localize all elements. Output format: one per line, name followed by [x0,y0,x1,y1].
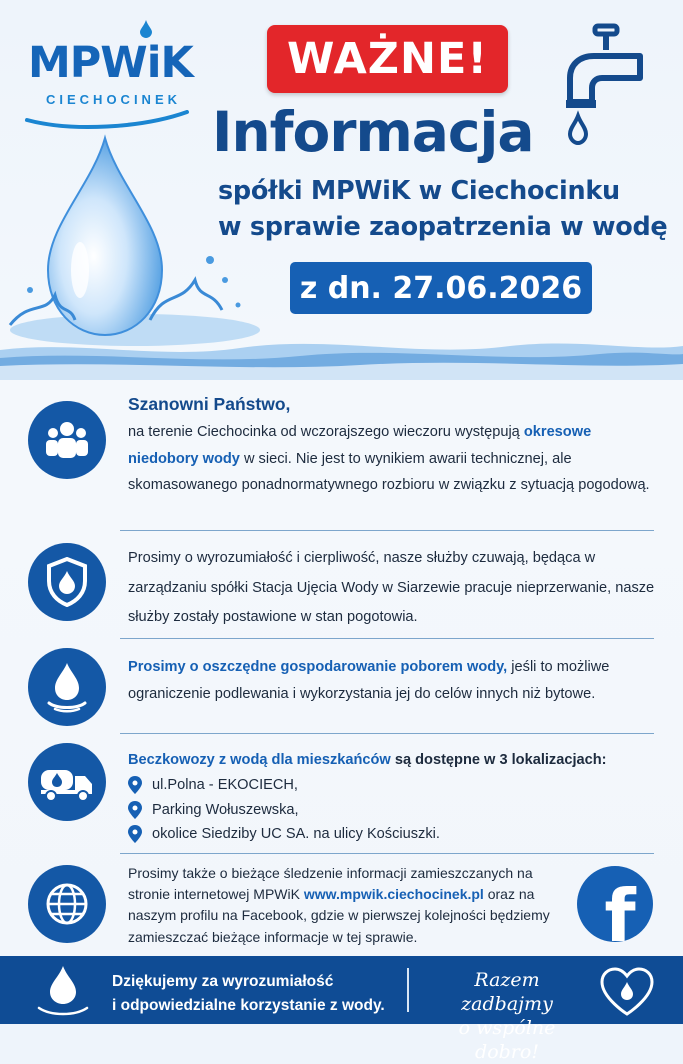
greeting-section [128,389,658,499]
divider [120,853,654,854]
highlight-shortages: okresowe niedobory wody [128,424,592,467]
section-4-text [128,747,658,847]
highlight-save-water: Prosimy o oszczędne gospodarowanie poborem wody, [128,659,508,675]
map-pin-icon [128,801,142,819]
section-3-text [128,654,658,707]
date-badge: z dn. 27.06.2026 [290,262,592,314]
footer-slogan-line-2: o wspólne dobro! [458,1017,556,1063]
location-text: okolice Siedziby UC SA. na ulicy Kościuszki. [152,826,440,842]
divider [120,638,654,639]
logo-drop-icon [140,20,152,38]
location-list [128,773,658,847]
section-1-text [128,419,658,499]
people-icon [28,401,106,479]
water-drop-icon [28,648,106,726]
footer [0,956,683,1063]
map-pin-icon [128,825,142,843]
footer-thanks-line-1: Dziękujemy za wyrozumiałość [112,973,334,990]
header [0,0,683,380]
location-text: Parking Wołuszewska, [152,801,299,818]
water-tap-icon [560,20,650,150]
water-wave-graphic [0,320,683,380]
mpwik-logo [22,26,197,126]
footer-slogan-line-1: Razem zadbajmy [461,969,553,1015]
tanker-heading [128,747,658,773]
footer-separator [407,968,409,1012]
text-span: na terenie Ciechocinka od wczorajszego wieczoru występują [128,424,524,440]
list-item [128,773,658,798]
section-5-text [128,863,573,948]
divider [120,530,654,531]
text-span: jeśli to możliwe ograniczenie podlewania i wykorzystania jej do celów innych niż bytowe. [128,659,610,702]
list-item [128,822,658,847]
subtitle-line-2: w sprawie zaopatrzenia w wodę [218,212,668,242]
text-span: Prosimy także o bieżące śledzenie informacji zamieszczanych na stronie internetowej MPWiK [128,865,533,903]
text-span: oraz na naszym profilu na Facebook, gdzie w pierwszej kolejności będziemy zamieszczać bieżące informacje w tej sprawie. [128,886,550,945]
text-span: w sieci. Nie jest to wynikiem awarii technicznej, ale skomasowanego ponadnormatywnego rozbioru w związku z sytuacją pogodową. [128,450,650,493]
list-item [128,798,658,823]
footer-slogan [427,968,587,1064]
logo-subtext: CIECHOCINEK [46,92,182,107]
greeting: Szanowni Państwo, [128,394,291,414]
facebook-letter: f [604,874,636,942]
footer-thanks-line-2: i odpowiedzialne korzystanie z wody. [112,997,385,1014]
website-link[interactable]: www.mpwik.ciechocinek.pl [303,886,484,903]
water-truck-icon [28,743,106,821]
facebook-icon[interactable] [577,866,653,942]
important-badge: WAŻNE! [267,25,508,93]
map-pin-icon [128,776,142,794]
subtitle-line-1: spółki MPWiK w Ciechocinku [218,176,620,206]
logo-text: MPWiK [28,38,193,88]
logo-swoosh-icon [22,110,192,130]
section-2-text: Prosimy o wyrozumiałość i cierpliwość, nasze służby czuwają, będąca w zarządzaniu spółki Stacja Ujęcia Wody w Siarzewie pracuje nieprzerwanie, nasze służby zostały postawione w stan pogotowia. [128,550,655,625]
page-title: Informacja [212,100,534,164]
divider [120,733,654,734]
globe-icon [28,865,106,943]
water-drop-icon [35,964,91,1018]
location-text: ul.Polna - EKOCIECH, [152,777,298,793]
text-span: są dostępne w 3 lokalizacjach: [390,752,607,768]
heart-drop-icon [598,966,656,1018]
highlight-tankers: Beczkowozy z wodą dla mieszkańców [128,752,391,768]
shield-drop-icon [28,543,106,621]
footer-thanks [112,970,385,1018]
